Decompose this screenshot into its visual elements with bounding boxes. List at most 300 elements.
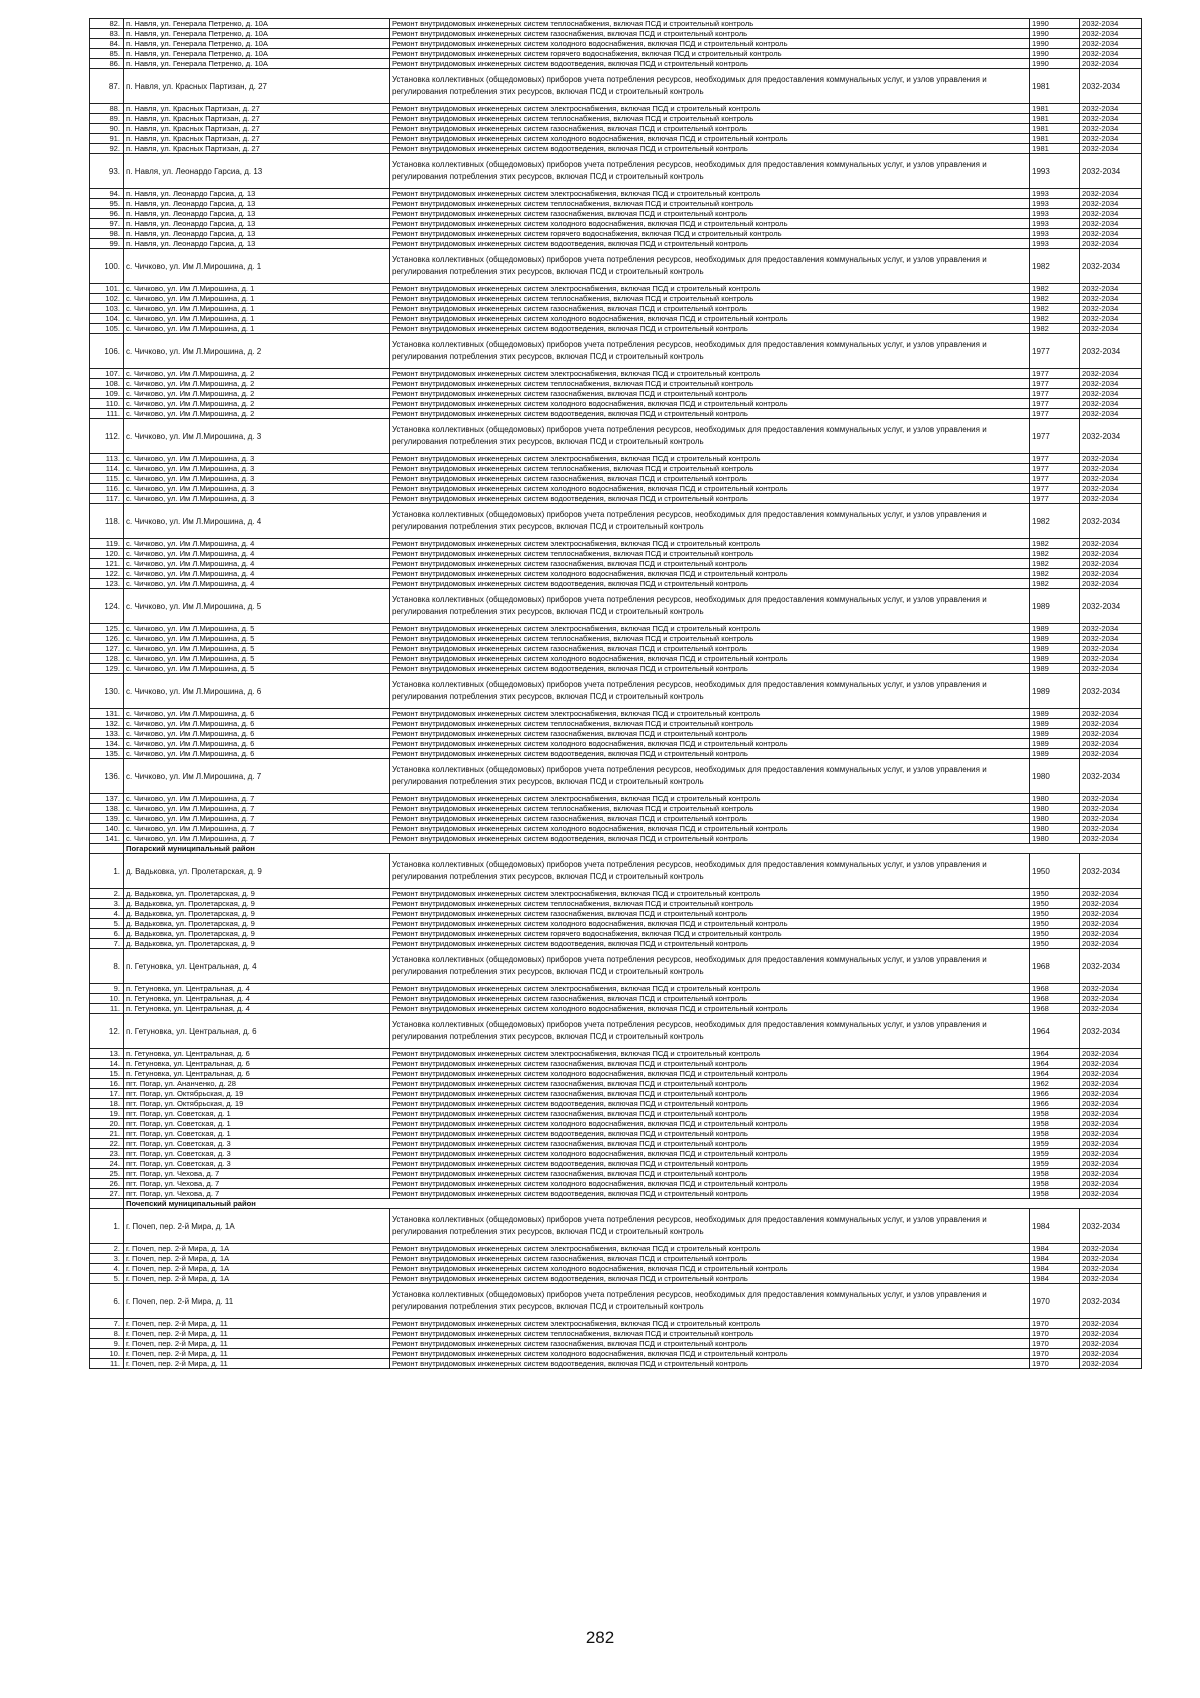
repair-period-cell: 2032-2034: [1080, 1264, 1142, 1274]
table-row: [90, 569, 1142, 579]
repair-period-cell: 2032-2034: [1080, 1169, 1142, 1179]
row-number: 135.: [90, 749, 124, 759]
work-description-cell: Ремонт внутридомовых инженерных систем холодного водоснабжения, включая ПСД и строительный контроль: [390, 134, 1030, 144]
address-cell: с. Чичково, ул. Им Л.Мирошина, д. 7: [124, 794, 390, 804]
address-cell: г. Почеп, пер. 2-й Мира, д. 11: [124, 1359, 390, 1369]
build-year-cell: 1977: [1030, 409, 1080, 419]
repair-period-cell: 2032-2034: [1080, 1189, 1142, 1199]
row-number: 93.: [90, 154, 124, 189]
work-description-cell: Ремонт внутридомовых инженерных систем газоснабжения, включая ПСД и строительный контроль: [390, 1339, 1030, 1349]
table-row: [90, 334, 1142, 369]
table-row: [90, 854, 1142, 889]
address-cell: п. Гетуновка, ул. Центральная, д. 4: [124, 949, 390, 984]
build-year-cell: 1977: [1030, 389, 1080, 399]
build-year-cell: 1959: [1030, 1159, 1080, 1169]
repair-period-cell: 2032-2034: [1080, 1339, 1142, 1349]
work-description-cell: Ремонт внутридомовых инженерных систем горячего водоснабжения, включая ПСД и строительный контроль: [390, 929, 1030, 939]
work-description-cell: Ремонт внутридомовых инженерных систем теплоснабжения, включая ПСД и строительный контроль: [390, 379, 1030, 389]
address-cell: п. Навля, ул. Генерала Петренко, д. 10А: [124, 49, 390, 59]
address-cell: г. Почеп, пер. 2-й Мира, д. 1А: [124, 1274, 390, 1284]
work-description-cell: Ремонт внутридомовых инженерных систем газоснабжения, включая ПСД и строительный контроль: [390, 474, 1030, 484]
row-number: 117.: [90, 494, 124, 504]
row-number: 16.: [90, 1079, 124, 1089]
row-number: 106.: [90, 334, 124, 369]
build-year-cell: 1959: [1030, 1149, 1080, 1159]
repair-period-cell: 2032-2034: [1080, 1119, 1142, 1129]
repair-period-cell: 2032-2034: [1080, 719, 1142, 729]
table-row: [90, 624, 1142, 634]
work-description-cell: Ремонт внутридомовых инженерных систем теплоснабжения, включая ПСД и строительный контроль: [390, 19, 1030, 29]
row-number: 7.: [90, 1319, 124, 1329]
table-row: [90, 1339, 1142, 1349]
row-number: 82.: [90, 19, 124, 29]
address-cell: п. Навля, ул. Красных Партизан, д. 27: [124, 134, 390, 144]
table-row: [90, 634, 1142, 644]
work-description-cell: Ремонт внутридомовых инженерных систем холодного водоснабжения, включая ПСД и строительный контроль: [390, 1069, 1030, 1079]
build-year-cell: 1977: [1030, 494, 1080, 504]
row-number: 10.: [90, 1349, 124, 1359]
row-number: 12.: [90, 1014, 124, 1049]
row-number: 100.: [90, 249, 124, 284]
repair-period-cell: 2032-2034: [1080, 1049, 1142, 1059]
repair-period-cell: 2032-2034: [1080, 239, 1142, 249]
work-description-cell: Ремонт внутридомовых инженерных систем теплоснабжения, включая ПСД и строительный контроль: [390, 199, 1030, 209]
address-cell: п. Навля, ул. Леонардо Гарсиа, д. 13: [124, 219, 390, 229]
work-description-cell: Ремонт внутридомовых инженерных систем электроснабжения, включая ПСД и строительный контроль: [390, 889, 1030, 899]
build-year-cell: 1966: [1030, 1099, 1080, 1109]
table-row: [90, 484, 1142, 494]
row-number: 25.: [90, 1169, 124, 1179]
repair-period-cell: 2032-2034: [1080, 1179, 1142, 1189]
build-year-cell: 1950: [1030, 909, 1080, 919]
build-year-cell: 1977: [1030, 379, 1080, 389]
repair-period-cell: 2032-2034: [1080, 854, 1142, 889]
table-row: [90, 1089, 1142, 1099]
table-row: [90, 154, 1142, 189]
address-cell: п. Навля, ул. Генерала Петренко, д. 10А: [124, 39, 390, 49]
row-number: 123.: [90, 579, 124, 589]
address-cell: с. Чичково, ул. Им Л.Мирошина, д. 3: [124, 454, 390, 464]
work-description-cell: Ремонт внутридомовых инженерных систем электроснабжения, включая ПСД и строительный контроль: [390, 794, 1030, 804]
repair-period-cell: 2032-2034: [1080, 1069, 1142, 1079]
work-description-cell: Ремонт внутридомовых инженерных систем холодного водоснабжения, включая ПСД и строительный контроль: [390, 824, 1030, 834]
work-description-cell: Установка коллективных (общедомовых) приборов учета потребления ресурсов, необходимых для предоставления коммунальных услуг, и узлов управления и регулирования потребления этих ресурсов, включая ПСД и строительный контроль: [390, 154, 1030, 189]
build-year-cell: 1950: [1030, 889, 1080, 899]
table-row: [90, 709, 1142, 719]
work-description-cell: Ремонт внутридомовых инженерных систем горячего водоснабжения, включая ПСД и строительный контроль: [390, 229, 1030, 239]
repair-period-cell: 2032-2034: [1080, 494, 1142, 504]
build-year-cell: 1968: [1030, 994, 1080, 1004]
repair-period-cell: 2032-2034: [1080, 154, 1142, 189]
work-description-cell: Ремонт внутридомовых инженерных систем холодного водоснабжения, включая ПСД и строительный контроль: [390, 484, 1030, 494]
table-row: [90, 889, 1142, 899]
repair-period-cell: 2032-2034: [1080, 1329, 1142, 1339]
work-description-cell: Ремонт внутридомовых инженерных систем теплоснабжения, включая ПСД и строительный контроль: [390, 1329, 1030, 1339]
work-description-cell: Ремонт внутридомовых инженерных систем водоотведения, включая ПСД и строительный контроль: [390, 1159, 1030, 1169]
table-row: [90, 814, 1142, 824]
address-cell: пгт. Погар, ул. Ананченко, д. 28: [124, 1079, 390, 1089]
address-cell: с. Чичково, ул. Им Л.Мирошина, д. 1: [124, 294, 390, 304]
address-cell: пгт. Погар, ул. Октябрьская, д. 19: [124, 1089, 390, 1099]
address-cell: п. Навля, ул. Красных Партизан, д. 27: [124, 114, 390, 124]
row-number: 90.: [90, 124, 124, 134]
table-row: [90, 1254, 1142, 1264]
build-year-cell: 1989: [1030, 654, 1080, 664]
build-year-cell: 1964: [1030, 1059, 1080, 1069]
build-year-cell: 1993: [1030, 209, 1080, 219]
address-cell: п. Навля, ул. Леонардо Гарсиа, д. 13: [124, 209, 390, 219]
row-number: 27.: [90, 1189, 124, 1199]
address-cell: п. Гетуновка, ул. Центральная, д. 6: [124, 1059, 390, 1069]
row-number: 124.: [90, 589, 124, 624]
work-description-cell: Ремонт внутридомовых инженерных систем электроснабжения, включая ПСД и строительный контроль: [390, 454, 1030, 464]
address-cell: г. Почеп, пер. 2-й Мира, д. 11: [124, 1329, 390, 1339]
address-cell: с. Чичково, ул. Им Л.Мирошина, д. 6: [124, 719, 390, 729]
row-number: 9.: [90, 1339, 124, 1349]
address-cell: с. Чичково, ул. Им Л.Мирошина, д. 7: [124, 824, 390, 834]
address-cell: г. Почеп, пер. 2-й Мира, д. 1А: [124, 1254, 390, 1264]
repair-period-cell: 2032-2034: [1080, 134, 1142, 144]
row-number: 139.: [90, 814, 124, 824]
build-year-cell: 1977: [1030, 419, 1080, 454]
section-number-cell: [90, 1199, 124, 1209]
work-description-cell: Ремонт внутридомовых инженерных систем холодного водоснабжения, включая ПСД и строительный контроль: [390, 1149, 1030, 1159]
address-cell: с. Чичково, ул. Им Л.Мирошина, д. 4: [124, 549, 390, 559]
work-description-cell: Ремонт внутридомовых инженерных систем газоснабжения, включая ПСД и строительный контроль: [390, 1254, 1030, 1264]
repair-period-cell: 2032-2034: [1080, 549, 1142, 559]
section-row: [90, 1199, 1142, 1209]
build-year-cell: 1970: [1030, 1329, 1080, 1339]
table-row: [90, 644, 1142, 654]
build-year-cell: 1982: [1030, 579, 1080, 589]
work-description-cell: Ремонт внутридомовых инженерных систем электроснабжения, включая ПСД и строительный контроль: [390, 984, 1030, 994]
table-row: [90, 664, 1142, 674]
row-number: 11.: [90, 1004, 124, 1014]
table-row: [90, 759, 1142, 794]
table-row: [90, 1014, 1142, 1049]
build-year-cell: 1990: [1030, 39, 1080, 49]
repair-period-cell: 2032-2034: [1080, 1349, 1142, 1359]
build-year-cell: 1984: [1030, 1254, 1080, 1264]
row-number: 10.: [90, 994, 124, 1004]
table-row: [90, 549, 1142, 559]
address-cell: д. Вадьковка, ул. Пролетарская, д. 9: [124, 854, 390, 889]
row-number: 101.: [90, 284, 124, 294]
work-description-cell: Ремонт внутридомовых инженерных систем газоснабжения, включая ПСД и строительный контроль: [390, 1109, 1030, 1119]
row-number: 4.: [90, 909, 124, 919]
repair-period-cell: 2032-2034: [1080, 504, 1142, 539]
address-cell: г. Почеп, пер. 2-й Мира, д. 1А: [124, 1209, 390, 1244]
row-number: 5.: [90, 1274, 124, 1284]
table-row: [90, 909, 1142, 919]
address-cell: пгт. Погар, ул. Октябрьская, д. 19: [124, 1099, 390, 1109]
address-cell: пгт. Погар, ул. Советская, д. 1: [124, 1129, 390, 1139]
row-number: 126.: [90, 634, 124, 644]
build-year-cell: 1989: [1030, 749, 1080, 759]
repair-period-cell: 2032-2034: [1080, 314, 1142, 324]
work-description-cell: Ремонт внутридомовых инженерных систем холодного водоснабжения, включая ПСД и строительный контроль: [390, 399, 1030, 409]
build-year-cell: 1981: [1030, 114, 1080, 124]
address-cell: пгт. Погар, ул. Чехова, д. 7: [124, 1179, 390, 1189]
work-description-cell: Ремонт внутридомовых инженерных систем теплоснабжения, включая ПСД и строительный контроль: [390, 114, 1030, 124]
table-row: [90, 219, 1142, 229]
row-number: 84.: [90, 39, 124, 49]
repair-period-cell: 2032-2034: [1080, 1244, 1142, 1254]
work-description-cell: Установка коллективных (общедомовых) приборов учета потребления ресурсов, необходимых для предоставления коммунальных услуг, и узлов управления и регулирования потребления этих ресурсов, включая ПСД и строительный контроль: [390, 589, 1030, 624]
work-description-cell: Ремонт внутридомовых инженерных систем газоснабжения, включая ПСД и строительный контроль: [390, 389, 1030, 399]
address-cell: п. Навля, ул. Красных Партизан, д. 27: [124, 144, 390, 154]
repair-period-cell: 2032-2034: [1080, 249, 1142, 284]
table-row: [90, 199, 1142, 209]
work-description-cell: Установка коллективных (общедомовых) приборов учета потребления ресурсов, необходимых для предоставления коммунальных услуг, и узлов управления и регулирования потребления этих ресурсов, включая ПСД и строительный контроль: [390, 334, 1030, 369]
table-row: [90, 1359, 1142, 1369]
build-year-cell: 1977: [1030, 454, 1080, 464]
work-description-cell: Ремонт внутридомовых инженерных систем газоснабжения, включая ПСД и строительный контроль: [390, 994, 1030, 1004]
table-row: [90, 579, 1142, 589]
work-description-cell: Ремонт внутридомовых инженерных систем газоснабжения, включая ПСД и строительный контроль: [390, 1059, 1030, 1069]
row-number: 4.: [90, 1264, 124, 1274]
row-number: 5.: [90, 919, 124, 929]
work-description-cell: Ремонт внутридомовых инженерных систем водоотведения, включая ПСД и строительный контроль: [390, 1129, 1030, 1139]
table-row: [90, 59, 1142, 69]
row-number: 136.: [90, 759, 124, 794]
repair-period-cell: 2032-2034: [1080, 1209, 1142, 1244]
build-year-cell: 1989: [1030, 589, 1080, 624]
work-description-cell: Ремонт внутридомовых инженерных систем электроснабжения, включая ПСД и строительный контроль: [390, 1319, 1030, 1329]
repair-period-cell: 2032-2034: [1080, 1319, 1142, 1329]
build-year-cell: 1990: [1030, 29, 1080, 39]
table-row: [90, 39, 1142, 49]
work-description-cell: Ремонт внутридомовых инженерных систем газоснабжения, включая ПСД и строительный контроль: [390, 1169, 1030, 1179]
row-number: 120.: [90, 549, 124, 559]
work-description-cell: Ремонт внутридомовых инженерных систем газоснабжения, включая ПСД и строительный контроль: [390, 304, 1030, 314]
work-description-cell: Установка коллективных (общедомовых) приборов учета потребления ресурсов, необходимых для предоставления коммунальных услуг, и узлов управления и регулирования потребления этих ресурсов, включая ПСД и строительный контроль: [390, 249, 1030, 284]
row-number: 7.: [90, 939, 124, 949]
address-cell: п. Навля, ул. Леонардо Гарсиа, д. 13: [124, 199, 390, 209]
row-number: 114.: [90, 464, 124, 474]
address-cell: п. Навля, ул. Генерала Петренко, д. 10А: [124, 19, 390, 29]
work-description-cell: Ремонт внутридомовых инженерных систем газоснабжения, включая ПСД и строительный контроль: [390, 124, 1030, 134]
address-cell: с. Чичково, ул. Им Л.Мирошина, д. 2: [124, 409, 390, 419]
row-number: 87.: [90, 69, 124, 104]
build-year-cell: 1982: [1030, 549, 1080, 559]
section-title: Погарский муниципальный район: [124, 844, 1142, 854]
table-row: [90, 539, 1142, 549]
repair-period-cell: 2032-2034: [1080, 19, 1142, 29]
work-description-cell: Установка коллективных (общедомовых) приборов учета потребления ресурсов, необходимых для предоставления коммунальных услуг, и узлов управления и регулирования потребления этих ресурсов, включая ПСД и строительный контроль: [390, 1014, 1030, 1049]
build-year-cell: 1968: [1030, 949, 1080, 984]
address-cell: п. Навля, ул. Генерала Петренко, д. 10А: [124, 29, 390, 39]
work-description-cell: Ремонт внутридомовых инженерных систем холодного водоснабжения, включая ПСД и строительный контроль: [390, 219, 1030, 229]
table-row: [90, 29, 1142, 39]
address-cell: с. Чичково, ул. Им Л.Мирошина, д. 3: [124, 484, 390, 494]
build-year-cell: 1966: [1030, 1089, 1080, 1099]
row-number: 121.: [90, 559, 124, 569]
address-cell: г. Почеп, пер. 2-й Мира, д. 11: [124, 1284, 390, 1319]
table-row: [90, 929, 1142, 939]
build-year-cell: 1981: [1030, 69, 1080, 104]
table-row: [90, 1244, 1142, 1254]
repair-period-cell: 2032-2034: [1080, 379, 1142, 389]
row-number: 116.: [90, 484, 124, 494]
row-number: 1.: [90, 854, 124, 889]
table-row: [90, 1079, 1142, 1089]
table-row: [90, 559, 1142, 569]
table-row: [90, 249, 1142, 284]
address-cell: с. Чичково, ул. Им Л.Мирошина, д. 3: [124, 474, 390, 484]
row-number: 97.: [90, 219, 124, 229]
table-row: [90, 1189, 1142, 1199]
address-cell: пгт. Погар, ул. Чехова, д. 7: [124, 1189, 390, 1199]
row-number: 109.: [90, 389, 124, 399]
table-row: [90, 1119, 1142, 1129]
table-row: [90, 654, 1142, 664]
table-row: [90, 1099, 1142, 1109]
work-description-cell: Установка коллективных (общедомовых) приборов учета потребления ресурсов, необходимых для предоставления коммунальных услуг, и узлов управления и регулирования потребления этих ресурсов, включая ПСД и строительный контроль: [390, 504, 1030, 539]
row-number: 127.: [90, 644, 124, 654]
work-description-cell: Ремонт внутридомовых инженерных систем водоотведения, включая ПСД и строительный контроль: [390, 144, 1030, 154]
build-year-cell: 1980: [1030, 759, 1080, 794]
row-number: 11.: [90, 1359, 124, 1369]
page-number: 282: [585, 1628, 615, 1647]
address-cell: с. Чичково, ул. Им Л.Мирошина, д. 7: [124, 834, 390, 844]
work-description-cell: Ремонт внутридомовых инженерных систем электроснабжения, включая ПСД и строительный контроль: [390, 624, 1030, 634]
repair-period-cell: 2032-2034: [1080, 589, 1142, 624]
row-number: 115.: [90, 474, 124, 484]
build-year-cell: 1993: [1030, 199, 1080, 209]
address-cell: п. Навля, ул. Леонардо Гарсиа, д. 13: [124, 239, 390, 249]
repair-period-cell: 2032-2034: [1080, 389, 1142, 399]
build-year-cell: 1982: [1030, 284, 1080, 294]
repair-period-cell: 2032-2034: [1080, 674, 1142, 709]
build-year-cell: 1958: [1030, 1179, 1080, 1189]
repair-period-cell: 2032-2034: [1080, 114, 1142, 124]
row-number: 15.: [90, 1069, 124, 1079]
repair-period-cell: 2032-2034: [1080, 1284, 1142, 1319]
repair-period-cell: 2032-2034: [1080, 199, 1142, 209]
build-year-cell: 1984: [1030, 1274, 1080, 1284]
work-description-cell: Установка коллективных (общедомовых) приборов учета потребления ресурсов, необходимых для предоставления коммунальных услуг, и узлов управления и регулирования потребления этих ресурсов, включая ПСД и строительный контроль: [390, 1209, 1030, 1244]
build-year-cell: 1982: [1030, 294, 1080, 304]
repair-period-cell: 2032-2034: [1080, 899, 1142, 909]
table-row: [90, 474, 1142, 484]
repair-period-cell: 2032-2034: [1080, 219, 1142, 229]
table-row: [90, 1319, 1142, 1329]
build-year-cell: 1982: [1030, 559, 1080, 569]
work-description-cell: Установка коллективных (общедомовых) приборов учета потребления ресурсов, необходимых для предоставления коммунальных услуг, и узлов управления и регулирования потребления этих ресурсов, включая ПСД и строительный контроль: [390, 759, 1030, 794]
build-year-cell: 1980: [1030, 814, 1080, 824]
repair-period-cell: 2032-2034: [1080, 1274, 1142, 1284]
table-row: [90, 49, 1142, 59]
row-number: 119.: [90, 539, 124, 549]
work-description-cell: Ремонт внутридомовых инженерных систем холодного водоснабжения, включая ПСД и строительный контроль: [390, 654, 1030, 664]
build-year-cell: 1950: [1030, 929, 1080, 939]
address-cell: г. Почеп, пер. 2-й Мира, д. 11: [124, 1319, 390, 1329]
address-cell: с. Чичково, ул. Им Л.Мирошина, д. 4: [124, 569, 390, 579]
row-number: 112.: [90, 419, 124, 454]
build-year-cell: 1984: [1030, 1244, 1080, 1254]
address-cell: с. Чичково, ул. Им Л.Мирошина, д. 6: [124, 674, 390, 709]
row-number: 99.: [90, 239, 124, 249]
build-year-cell: 1964: [1030, 1049, 1080, 1059]
work-description-cell: Установка коллективных (общедомовых) приборов учета потребления ресурсов, необходимых для предоставления коммунальных услуг, и узлов управления и регулирования потребления этих ресурсов, включая ПСД и строительный контроль: [390, 69, 1030, 104]
repair-period-cell: 2032-2034: [1080, 1099, 1142, 1109]
section-row: [90, 844, 1142, 854]
address-cell: г. Почеп, пер. 2-й Мира, д. 1А: [124, 1264, 390, 1274]
table-row: [90, 749, 1142, 759]
address-cell: г. Почеп, пер. 2-й Мира, д. 11: [124, 1349, 390, 1359]
table-row: [90, 229, 1142, 239]
row-number: 129.: [90, 664, 124, 674]
address-cell: с. Чичково, ул. Им Л.Мирошина, д. 1: [124, 284, 390, 294]
address-cell: д. Вадьковка, ул. Пролетарская, д. 9: [124, 919, 390, 929]
work-description-cell: Ремонт внутридомовых инженерных систем теплоснабжения, включая ПСД и строительный контроль: [390, 719, 1030, 729]
row-number: 9.: [90, 984, 124, 994]
work-description-cell: Ремонт внутридомовых инженерных систем газоснабжения, включая ПСД и строительный контроль: [390, 209, 1030, 219]
repair-period-cell: 2032-2034: [1080, 804, 1142, 814]
address-cell: пгт. Погар, ул. Советская, д. 1: [124, 1119, 390, 1129]
table-row: [90, 144, 1142, 154]
repair-period-cell: 2032-2034: [1080, 1079, 1142, 1089]
address-cell: с. Чичково, ул. Им Л.Мирошина, д. 1: [124, 304, 390, 314]
build-year-cell: 1993: [1030, 219, 1080, 229]
address-cell: п. Гетуновка, ул. Центральная, д. 6: [124, 1069, 390, 1079]
address-cell: с. Чичково, ул. Им Л.Мирошина, д. 5: [124, 664, 390, 674]
table-row: [90, 69, 1142, 104]
build-year-cell: 1982: [1030, 324, 1080, 334]
table-row: [90, 389, 1142, 399]
address-cell: г. Почеп, пер. 2-й Мира, д. 1А: [124, 1244, 390, 1254]
build-year-cell: 1982: [1030, 304, 1080, 314]
build-year-cell: 1962: [1030, 1079, 1080, 1089]
address-cell: с. Чичково, ул. Им Л.Мирошина, д. 4: [124, 539, 390, 549]
row-number: 108.: [90, 379, 124, 389]
table-body: [90, 19, 1142, 1369]
work-description-cell: Ремонт внутридомовых инженерных систем водоотведения, включая ПСД и строительный контроль: [390, 494, 1030, 504]
work-description-cell: Ремонт внутридомовых инженерных систем теплоснабжения, включая ПСД и строительный контроль: [390, 899, 1030, 909]
build-year-cell: 1968: [1030, 984, 1080, 994]
build-year-cell: 1970: [1030, 1359, 1080, 1369]
row-number: 13.: [90, 1049, 124, 1059]
table-row: [90, 294, 1142, 304]
work-description-cell: Установка коллективных (общедомовых) приборов учета потребления ресурсов, необходимых для предоставления коммунальных услуг, и узлов управления и регулирования потребления этих ресурсов, включая ПСД и строительный контроль: [390, 1284, 1030, 1319]
repair-period-cell: 2032-2034: [1080, 1129, 1142, 1139]
address-cell: с. Чичково, ул. Им Л.Мирошина, д. 7: [124, 804, 390, 814]
work-description-cell: Ремонт внутридомовых инженерных систем газоснабжения, включая ПСД и строительный контроль: [390, 29, 1030, 39]
work-description-cell: Ремонт внутридомовых инженерных систем водоотведения, включая ПСД и строительный контроль: [390, 1099, 1030, 1109]
address-cell: п. Гетуновка, ул. Центральная, д. 6: [124, 1014, 390, 1049]
table-row: [90, 1139, 1142, 1149]
repair-period-cell: 2032-2034: [1080, 994, 1142, 1004]
row-number: 104.: [90, 314, 124, 324]
row-number: 85.: [90, 49, 124, 59]
table-row: [90, 494, 1142, 504]
table-row: [90, 794, 1142, 804]
build-year-cell: 1982: [1030, 314, 1080, 324]
build-year-cell: 1981: [1030, 124, 1080, 134]
build-year-cell: 1989: [1030, 709, 1080, 719]
row-number: 102.: [90, 294, 124, 304]
build-year-cell: 1958: [1030, 1119, 1080, 1129]
build-year-cell: 1977: [1030, 334, 1080, 369]
table-row: [90, 379, 1142, 389]
repair-period-cell: 2032-2034: [1080, 834, 1142, 844]
build-year-cell: 1968: [1030, 1004, 1080, 1014]
work-description-cell: Ремонт внутридомовых инженерных систем электроснабжения, включая ПСД и строительный контроль: [390, 189, 1030, 199]
work-description-cell: Установка коллективных (общедомовых) приборов учета потребления ресурсов, необходимых для предоставления коммунальных услуг, и узлов управления и регулирования потребления этих ресурсов, включая ПСД и строительный контроль: [390, 854, 1030, 889]
repair-period-cell: 2032-2034: [1080, 1089, 1142, 1099]
work-description-cell: Ремонт внутридомовых инженерных систем электроснабжения, включая ПСД и строительный контроль: [390, 104, 1030, 114]
